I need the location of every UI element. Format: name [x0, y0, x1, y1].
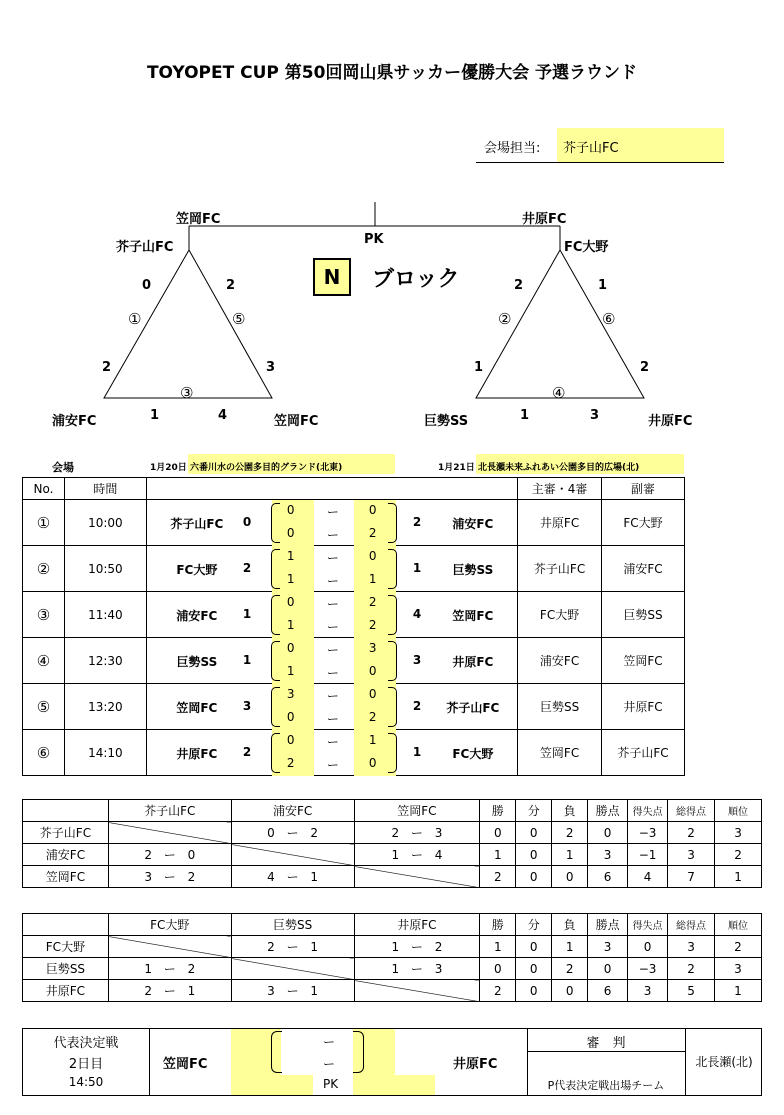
left-top-team: 芥子山FC	[116, 240, 174, 255]
standings-stat: −3	[628, 822, 668, 844]
home-half1: 1	[286, 549, 295, 563]
standings-team: 浦安FC	[23, 844, 109, 866]
assistant-referee: FC大野	[602, 500, 685, 546]
left-br-team: 笠岡FC	[274, 414, 319, 429]
right-br-team: 井原FC	[648, 414, 693, 429]
standings-team: FC大野	[23, 936, 109, 958]
day1-place: 六番川水の公園多目的グランド(北東)	[190, 463, 343, 473]
standings-stat: 0	[516, 936, 552, 958]
home-team: 笠岡FC	[176, 701, 218, 715]
standings-stat-header: 勝	[480, 914, 516, 936]
away-score: 2	[412, 699, 422, 713]
head-to-head-score: 3 ー 1	[231, 980, 354, 1002]
schedule-row	[23, 546, 685, 592]
match-time: 14:10	[64, 730, 146, 776]
home-half1: 0	[286, 733, 295, 747]
schedule-row	[23, 730, 685, 776]
score-dash: ー	[326, 551, 339, 565]
home-half2: 0	[286, 710, 295, 724]
standings-stat: 0	[628, 936, 668, 958]
standings-stat: 0	[552, 980, 588, 1002]
home-half2: 1	[286, 664, 295, 678]
bracket-diagram	[0, 0, 784, 440]
referee: 巨勢SS	[518, 684, 602, 730]
final-label: 代表決定戦	[53, 1036, 119, 1051]
standings-team-header: 笠岡FC	[354, 800, 480, 822]
left-circle-1: ①	[128, 310, 142, 328]
match-cell	[146, 684, 517, 730]
diagonal-cell	[354, 866, 480, 888]
standings-stat: 1	[480, 844, 516, 866]
day2-place: 北長瀬未来ふれあい公園多目的広場(北)	[478, 463, 640, 473]
referee: 井原FC	[518, 500, 602, 546]
left-circle-3: ③	[180, 384, 194, 402]
head-to-head-score: 1 ー 2	[354, 936, 480, 958]
left-score: 1	[150, 408, 160, 423]
match-cell	[146, 638, 517, 684]
home-half1: 3	[286, 687, 295, 701]
standings-stat: 3	[628, 980, 668, 1002]
standings-stat: 2	[715, 844, 762, 866]
final-venue: 北長瀬(北)	[695, 1055, 753, 1069]
standings-stat: 7	[668, 866, 715, 888]
away-half2: 1	[368, 572, 377, 586]
match-no: ④	[23, 638, 65, 684]
standings-stat-header: 総得点	[668, 914, 715, 936]
away-team: FC大野	[452, 747, 494, 761]
final-home-team: 笠岡FC	[163, 1057, 208, 1072]
head-to-head-score: 2 ー 0	[108, 844, 231, 866]
left-circle-5: ⑤	[232, 310, 246, 328]
block-label: ブロック	[372, 267, 460, 292]
assistant-referee: 芥子山FC	[602, 730, 685, 776]
standings-stat: 2	[480, 866, 516, 888]
away-half2: 2	[368, 526, 377, 540]
score-dash: ー	[326, 666, 339, 680]
standings-stat-header: 負	[552, 800, 588, 822]
home-score: 2	[242, 745, 252, 759]
final-match-box	[22, 1028, 762, 1096]
referee: 芥子山FC	[518, 546, 602, 592]
away-half1: 0	[368, 549, 377, 563]
final-pk: PK	[323, 1077, 339, 1091]
left-bl-team: 浦安FC	[52, 414, 97, 429]
standings-stat: 4	[628, 866, 668, 888]
standings-stat: 3	[715, 822, 762, 844]
score-dash: ー	[326, 758, 339, 772]
venue-label: 会場担当:	[484, 141, 541, 156]
standings-stat: 3	[588, 936, 628, 958]
standings-stat: 0	[516, 866, 552, 888]
standings-stat-header: 勝点	[588, 914, 628, 936]
schedule-table	[22, 477, 685, 776]
assistant-referee: 巨勢SS	[602, 592, 685, 638]
match-cell	[146, 730, 517, 776]
left-score: 0	[142, 278, 152, 293]
standings-stat: 6	[588, 980, 628, 1002]
match-no: ②	[23, 546, 65, 592]
final-time: 14:50	[68, 1075, 104, 1089]
away-team: 笠岡FC	[452, 609, 494, 623]
left-score: 2	[226, 278, 236, 293]
away-half2: 0	[368, 664, 377, 678]
standings-stat-header: 勝	[480, 800, 516, 822]
head-to-head-score: 4 ー 1	[231, 866, 354, 888]
home-team: 芥子山FC	[170, 517, 224, 531]
standings-table-a	[22, 799, 762, 888]
away-score: 3	[412, 653, 422, 667]
score-dash: ー	[326, 505, 339, 519]
match-no: ⑥	[23, 730, 65, 776]
block-letter: N	[313, 258, 351, 296]
home-team: 巨勢SS	[176, 655, 218, 669]
standings-team-header: 井原FC	[354, 914, 480, 936]
standings-stat: 5	[668, 980, 715, 1002]
away-score: 2	[412, 515, 422, 529]
match-cell	[146, 500, 517, 546]
right-circle-4: ④	[552, 384, 566, 402]
standings-stat: −3	[628, 958, 668, 980]
standings-stat: 1	[552, 936, 588, 958]
diagonal-cell	[354, 980, 480, 1002]
home-half1: 0	[286, 503, 295, 517]
standings-stat: 0	[588, 958, 628, 980]
col-referee: 主審・4審	[518, 478, 602, 500]
score-dash: ー	[326, 620, 339, 634]
match-cell	[146, 592, 517, 638]
match-time: 10:00	[64, 500, 146, 546]
home-half1: 0	[286, 595, 295, 609]
standings-team: 巨勢SS	[23, 958, 109, 980]
standings-stat-header: 分	[516, 914, 552, 936]
right-score: 1	[474, 360, 484, 375]
head-to-head-score: 0 ー 2	[231, 822, 354, 844]
day2-date: 1月21日	[438, 463, 475, 473]
standings-stat: 0	[516, 958, 552, 980]
score-dash: ー	[326, 597, 339, 611]
away-score: 1	[412, 745, 422, 759]
score-dash: ー	[326, 643, 339, 657]
score-dash: ー	[326, 735, 339, 749]
referee: FC大野	[518, 592, 602, 638]
standings-stat-header: 得失点	[628, 800, 668, 822]
venue-value: 芥子山FC	[563, 141, 619, 156]
right-score: 3	[590, 408, 600, 423]
standings-team-header: 巨勢SS	[231, 914, 354, 936]
schedule-row	[23, 638, 685, 684]
standings-stat: 1	[480, 936, 516, 958]
standings-team-header: 芥子山FC	[108, 800, 231, 822]
page-title: TOYOPET CUP 第50回岡山県サッカー優勝大会 予選ラウンド	[146, 63, 638, 83]
home-score: 1	[242, 653, 252, 667]
score-dash: ー	[326, 689, 339, 703]
score-dash: ー	[326, 528, 339, 542]
away-team: 芥子山FC	[446, 701, 500, 715]
score-dash: ー	[326, 712, 339, 726]
away-half1: 0	[368, 503, 377, 517]
right-circle-2: ②	[498, 310, 512, 328]
standings-row	[23, 866, 762, 888]
standings-stat: 0	[588, 822, 628, 844]
final-day: 2日目	[68, 1057, 104, 1072]
head-to-head-score: 1 ー 4	[354, 844, 480, 866]
standings-stat: 0	[552, 866, 588, 888]
referee: 笠岡FC	[518, 730, 602, 776]
away-half2: 2	[368, 710, 377, 724]
standings-team: 井原FC	[23, 980, 109, 1002]
head-to-head-score: 1 ー 2	[108, 958, 231, 980]
left-score: 3	[266, 360, 276, 375]
standings-stat: 0	[516, 844, 552, 866]
standings-stat: 3	[668, 936, 715, 958]
right-circle-6: ⑥	[602, 310, 616, 328]
standings-stat-header: 得失点	[628, 914, 668, 936]
standings-stat: 0	[480, 822, 516, 844]
assistant-referee: 笠岡FC	[602, 638, 685, 684]
score-dash: ー	[326, 574, 339, 588]
away-team: 井原FC	[452, 655, 494, 669]
standings-stat: 2	[668, 822, 715, 844]
match-no: ③	[23, 592, 65, 638]
home-score: 3	[242, 699, 252, 713]
match-time: 10:50	[64, 546, 146, 592]
standings-row	[23, 844, 762, 866]
standings-stat: 3	[668, 844, 715, 866]
home-team: 井原FC	[176, 747, 218, 761]
home-half2: 1	[286, 618, 295, 632]
standings-stat-header: 負	[552, 914, 588, 936]
right-top-team-2: 井原FC	[522, 212, 567, 227]
final-away-team: 井原FC	[453, 1057, 498, 1072]
standings-stat: 1	[715, 980, 762, 1002]
final-referee-header: 審 判	[586, 1036, 626, 1051]
standings-row	[23, 980, 762, 1002]
home-half2: 1	[286, 572, 295, 586]
match-time: 12:30	[64, 638, 146, 684]
head-to-head-score: 2 ー 1	[108, 980, 231, 1002]
home-score: 2	[242, 561, 252, 575]
standings-row	[23, 822, 762, 844]
away-score: 4	[412, 607, 422, 621]
standings-stat: 0	[516, 822, 552, 844]
standings-stat: 2	[668, 958, 715, 980]
standings-team: 芥子山FC	[23, 822, 109, 844]
away-half2: 2	[368, 618, 377, 632]
away-team: 巨勢SS	[452, 563, 494, 577]
home-team: FC大野	[176, 563, 218, 577]
right-score: 1	[520, 408, 530, 423]
away-team: 浦安FC	[452, 517, 494, 531]
schedule-row	[23, 500, 685, 546]
standings-stat: 0	[480, 958, 516, 980]
standings-stat-header: 総得点	[668, 800, 715, 822]
head-to-head-score: 1 ー 3	[354, 958, 480, 980]
schedule-row	[23, 684, 685, 730]
final-dash-2: ー	[323, 1057, 336, 1071]
head-to-head-score: 3 ー 2	[108, 866, 231, 888]
schedule-row	[23, 592, 685, 638]
left-score: 4	[218, 408, 228, 423]
away-half1: 1	[368, 733, 377, 747]
home-score: 1	[242, 607, 252, 621]
standings-stat: 2	[552, 822, 588, 844]
standings-row	[23, 936, 762, 958]
standings-stat: 1	[552, 844, 588, 866]
home-half1: 0	[286, 641, 295, 655]
standings-stat: −1	[628, 844, 668, 866]
standings-table-b	[22, 913, 762, 1002]
standings-stat-header: 順位	[715, 914, 762, 936]
pk-label: PK	[364, 232, 384, 247]
standings-header	[23, 914, 762, 936]
match-no: ①	[23, 500, 65, 546]
assistant-referee: 井原FC	[602, 684, 685, 730]
home-half2: 2	[286, 756, 295, 770]
col-no: No.	[23, 478, 65, 500]
right-bl-team: 巨勢SS	[424, 414, 469, 429]
standings-row	[23, 958, 762, 980]
away-score: 1	[412, 561, 422, 575]
standings-stat-header: 順位	[715, 800, 762, 822]
col-match	[146, 478, 517, 500]
home-half2: 0	[286, 526, 295, 540]
venue-header-label: 会場	[52, 461, 74, 474]
head-to-head-score: 2 ー 1	[231, 936, 354, 958]
standings-stat: 1	[715, 866, 762, 888]
match-time: 11:40	[64, 592, 146, 638]
standings-team-header: FC大野	[108, 914, 231, 936]
standings-stat-header: 勝点	[588, 800, 628, 822]
referee: 浦安FC	[518, 638, 602, 684]
final-dash-1: ー	[323, 1035, 336, 1049]
standings-header	[23, 800, 762, 822]
away-half1: 3	[368, 641, 377, 655]
standings-stat-header: 分	[516, 800, 552, 822]
standings-team: 笠岡FC	[23, 866, 109, 888]
head-to-head-score: 2 ー 3	[354, 822, 480, 844]
match-cell	[146, 546, 517, 592]
away-half1: 2	[368, 595, 377, 609]
left-score: 2	[102, 360, 112, 375]
right-top-team: FC大野	[564, 240, 609, 255]
home-team: 浦安FC	[176, 609, 218, 623]
away-half1: 0	[368, 687, 377, 701]
right-score: 2	[514, 278, 524, 293]
diagonal-cell	[108, 936, 231, 958]
right-score: 1	[598, 278, 608, 293]
home-score: 0	[242, 515, 252, 529]
diagonal-cell	[231, 844, 354, 866]
day1-date: 1月20日	[150, 463, 187, 473]
standings-stat: 2	[715, 936, 762, 958]
standings-stat: 3	[588, 844, 628, 866]
col-assistant: 副審	[602, 478, 685, 500]
right-score: 2	[640, 360, 650, 375]
diagonal-cell	[231, 958, 354, 980]
standings-stat: 3	[715, 958, 762, 980]
standings-stat: 6	[588, 866, 628, 888]
away-half2: 0	[368, 756, 377, 770]
final-referee-note: P代表決定戦出場チーム	[547, 1079, 665, 1092]
standings-stat: 2	[480, 980, 516, 1002]
col-time: 時間	[64, 478, 146, 500]
diagonal-cell	[108, 822, 231, 844]
left-top-team-2: 笠岡FC	[176, 212, 221, 227]
standings-team-header: 浦安FC	[231, 800, 354, 822]
standings-stat: 2	[552, 958, 588, 980]
standings-stat: 0	[516, 980, 552, 1002]
match-time: 13:20	[64, 684, 146, 730]
assistant-referee: 浦安FC	[602, 546, 685, 592]
match-no: ⑤	[23, 684, 65, 730]
